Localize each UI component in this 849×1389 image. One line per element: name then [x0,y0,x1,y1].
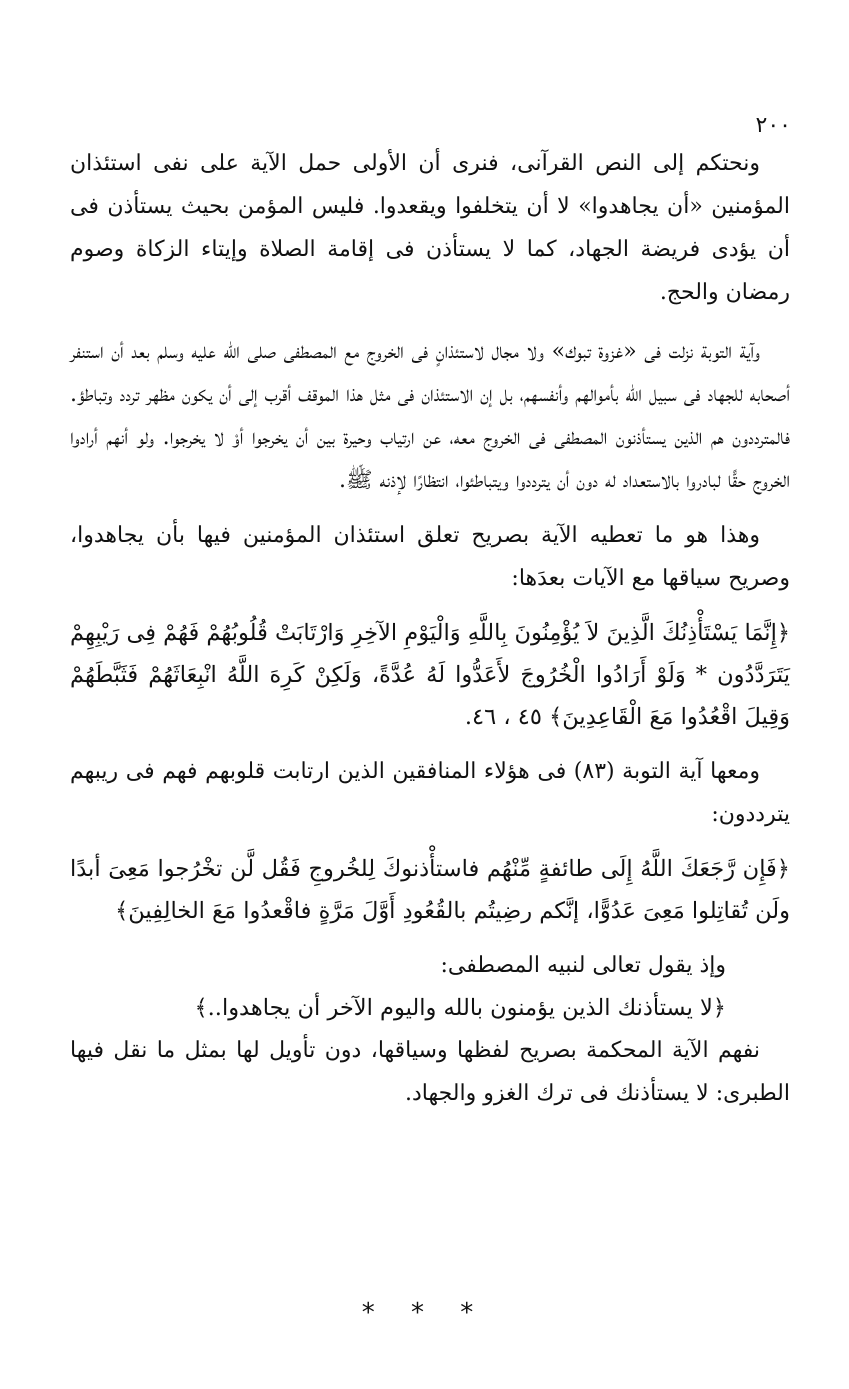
paragraph-quran-argument: ونحتكم إلى النص القرآنى، فنرى أن الأولى حمل الآية على نفى استئذان المؤمنين «أن يجاهدوا» لا أن يتخلفوا ويقعدوا. فليس المؤمن بحيث يستأذن فى أن يؤدى فريضة الجهاد، كما لا يستأذن فى إقامة الصلاة وإيتاء الزكاة وصوم رمضان والحج. [70,151,790,305]
paragraph-prophet-intro: وإذ يقول تعالى لنبيه المصطفى: [440,953,726,978]
paragraph-verse-83-intro: ومعها آية التوبة (٨٣) فى هؤلاء المنافقين الذين ارتابت قلوبهم فهم فى ريبهم يترددون: [70,759,790,827]
section-separator: * * * [361,1298,488,1328]
quran-verse-44: ﴿لا يستأذنك الذين يؤمنون بالله واليوم الآخر أن يجاهدوا..﴾ [194,995,726,1021]
paragraph-conclusion: نفهم الآية المحكمة بصريح لفظها وسياقها، دون تأويل لها بمثل ما نقل فيها الطبرى: لا يستأذنك فى ترك الغزو والجهاد. [70,1038,790,1106]
page-number: ٢٠٠ [755,113,791,138]
page-body [70,112,790,1115]
quran-verse-83: ﴿فَإِن رَّجَعَكَ اللَّهُ إِلَى طائفةٍ مِّنْهُم فاستأْذنوكَ لِلخُروجِ فَقُل لَّن تخْرُجوا مَعِىَ أبدًا ولَن تُقاتِلوا مَعِىَ عَدُوًّا، إنَّكم رضِيتُم بالقُعُودِ أَوَّلَ مَرَّةٍ فاقْعدُوا مَعَ الخالِفِينَ﴾ [70,856,790,924]
quran-verse-45-46: ﴿إِنَّمَا يَسْتَأْذِنُكَ الَّذِينَ لاَ يُؤْمِنُونَ بِاللَّهِ وَالْيَوْمِ الآخِرِ وَارْتَابَتْ قُلُوبُهُمْ فَهُمْ فِى رَيْبِهِمْ يَتَرَدَّدُون * وَلَوْ أَرَادُوا الْخُرُوجَ لأَعَدُّوا لَهُ عُدَّةً، وَلَكِنْ كَرِهَ اللَّهُ انْبِعَاثَهُمْ فَثَبَّطَهُمْ وَقِيلَ اقْعُدُوا مَعَ الْقَاعِدِينَ﴾ ٤٥ ، ٤٦. [70,620,790,730]
paragraph-tabuk: وآية التوبة نزلت فى «غزوة تبوك» ولا مجال لاستئذانٍ فى الخروج مع المصطفى صلى الله عليه وسلم بعد أن استنفر أصحابه للجهاد فى سبيل الله بأموالهم وأنفسهم، بل إن الاستئذان فى مثل هذا الموقف أقرب إلى أن يكون مظهر تردد وتباطؤ. فالمترددون هم الذين يستأذنون المصطفى فى الخروج معه، عن ارتياب وحيرة بين أن يخرجوا أوْ لا يخرجوا. ولو أنهم أرادوا الخروج حقًّا لبادروا بالاستعداد له دون أن يترددوا ويتباطئوا، انتظارًا لإذنه ﷺ. [70,339,790,493]
paragraph-context: وهذا هو ما تعطيه الآية بصريح تعلق استئذان المؤمنين فيها بأن يجاهدوا، وصريح سياقها مع الآيات بعدَها: [70,523,790,591]
